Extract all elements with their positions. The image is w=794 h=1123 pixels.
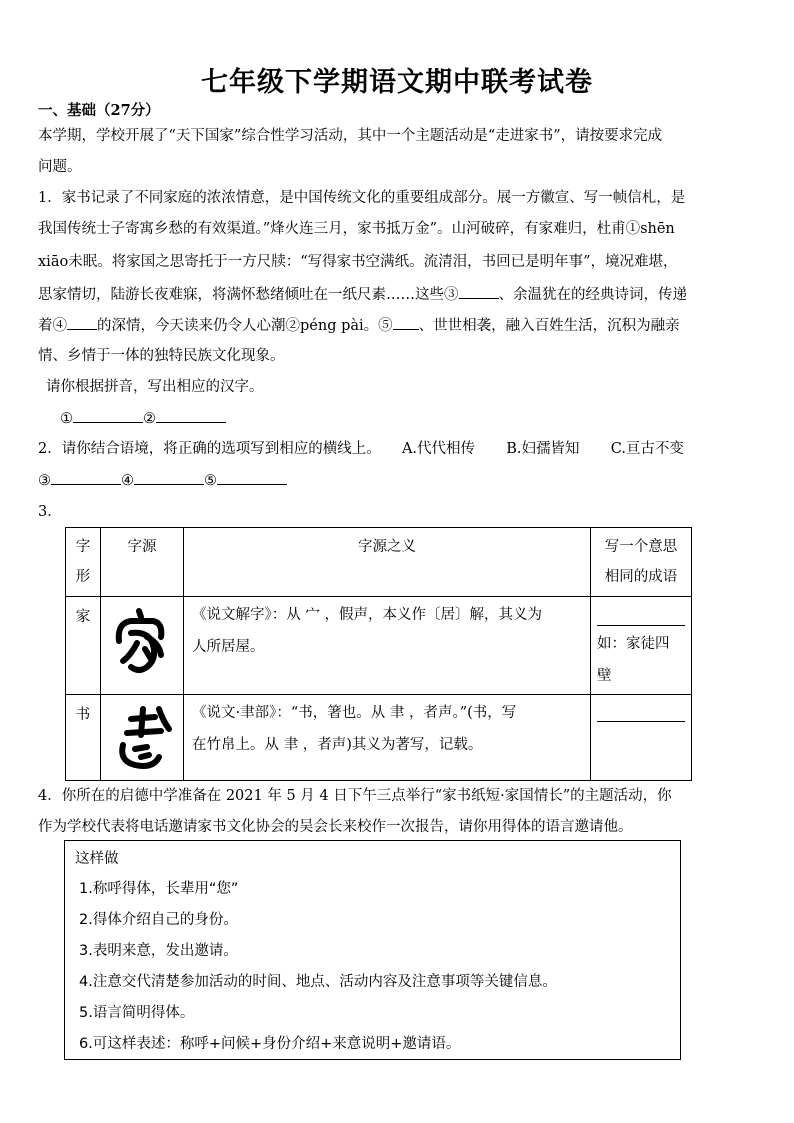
inline-blank-3[interactable]: [459, 284, 499, 299]
q1-line-4-part-b: 、余温犹在的经典诗词，传递: [498, 287, 687, 303]
header-origin-meaning: [184, 528, 591, 597]
q1-line-1: 1．家书记录了不同家庭的浓浓情意，是中国传统文化的重要组成部分。展一方徽宣、写一帧信札，是: [38, 190, 686, 206]
q2-option-b: B.妇孺皆知: [506, 441, 580, 457]
header-col1-a: 字: [75, 539, 91, 555]
q4-line-1: 4．你所在的启德中学准备在 2021 年 5 月 4 日下午三点举行“家书纸短·家国情长”的主题活动，你: [38, 788, 672, 804]
row-char-jia: 家: [75, 609, 91, 625]
inline-blank-5[interactable]: [393, 315, 419, 330]
header-origin: [101, 528, 184, 597]
row-char-shu: 书: [75, 707, 91, 723]
row-char-cell: [66, 597, 101, 695]
table-header-row: [66, 528, 692, 597]
tip-item: 2.得体介绍自己的身份。: [79, 912, 238, 928]
tip-item: 1.称呼得体，长辈用“您”: [79, 881, 239, 897]
tips-heading: 这样做: [75, 851, 119, 867]
idiom-blank-shu[interactable]: [597, 697, 685, 722]
row-idiom-cell: [591, 695, 692, 781]
idiom-example-line-2: 壁: [597, 668, 612, 684]
answer-blank-5[interactable]: [217, 470, 287, 485]
header-col3: 字源之义: [358, 539, 416, 555]
ancient-jia-glyph-icon: [101, 597, 183, 687]
inline-blank-4[interactable]: [67, 315, 97, 330]
meaning-jia-line-1: 《说文解字》：从 宀 ，假声，本义作〔居〕解，其义为: [192, 607, 542, 623]
row-glyph-cell: [101, 695, 184, 781]
intro-line-1: 本学期，学校开展了“天下国家”综合性学习活动，其中一个主题活动是“走进家书”，请按要求完成: [38, 128, 663, 144]
idiom-example-line-1: 如：家徒四: [597, 636, 670, 652]
q1-line-5-part-a: 着④: [38, 318, 67, 334]
answer-blank-1[interactable]: [73, 408, 143, 423]
row-char-cell: [66, 695, 101, 781]
meaning-shu-line-2: 在竹帛上。从 聿 ，者声)其义为著写，记载。: [192, 737, 483, 753]
tip-item: 6.可这样表述：称呼+问候+身份介绍+来意说明+邀请语。: [79, 1036, 461, 1052]
blank-1-label: ①: [60, 411, 73, 427]
tip-item: 3.表明来意，发出邀请。: [79, 943, 238, 959]
q1-line-4-part-a: 思家情切，陆游长夜难寐，将满怀愁绪倾吐在一纸尺素……这些③: [38, 287, 459, 303]
q2-answer-line: [38, 470, 763, 491]
header-col4-a: 写一个意思: [604, 539, 678, 555]
blank-4-label: ④: [121, 473, 134, 489]
answer-blank-3[interactable]: [51, 470, 121, 485]
q1-line-6: 情、乡情于一体的独特民族文化现象。: [38, 348, 285, 364]
intro-line-2: 问题。: [38, 159, 82, 175]
q1-instruction: 请你根据拼音，写出相应的汉字。: [46, 379, 264, 395]
q1-line-5: [38, 315, 763, 336]
page-title: 七年级下学期语文期中联考试卷: [201, 67, 593, 98]
q2-option-a: A.代代相传: [401, 441, 476, 457]
q2-option-c: C.亘古不变: [610, 441, 684, 457]
meaning-shu-line-1: 《说文·聿部》：“书，箸也。从 聿 ，者声。”(书，写: [192, 705, 517, 721]
q3-number: 3．: [38, 504, 62, 520]
header-col2: 字源: [127, 539, 157, 555]
blank-5-label: ⑤: [204, 473, 217, 489]
blank-3-label: ③: [38, 473, 51, 489]
tip-item: 4.注意交代清楚参加活动的时间、地点、活动内容及注意事项等关键信息。: [79, 974, 557, 990]
q1-line-4: [38, 284, 763, 305]
header-col1-b: 形: [75, 569, 91, 585]
tips-box: [64, 840, 681, 1060]
character-origin-table: [65, 527, 692, 781]
tip-item: 5.语言简明得体。: [79, 1005, 195, 1021]
q1-line-5-part-c: 、世世相袭，融入百姓生活，沉积为融亲: [418, 318, 680, 334]
ancient-shu-glyph-icon: [101, 695, 183, 779]
q4-line-2: 作为学校代表将电话邀请家书文化协会的吴会长来校作一次报告，请你用得体的语言邀请他。: [38, 819, 633, 835]
row-glyph-cell: [101, 597, 184, 695]
header-glyph-form: [66, 528, 101, 597]
header-col4-b: 相同的成语: [604, 569, 678, 585]
answer-blank-4[interactable]: [134, 470, 204, 485]
table-row: [66, 695, 692, 781]
row-meaning-cell: [184, 695, 591, 781]
blank-2-label: ②: [143, 411, 156, 427]
q1-line-2: 我国传统士子寄寓乡愁的有效渠道。”烽火连三月，家书抵万金”。山河破碎，有家难归，杜甫①shēn: [38, 221, 675, 237]
q2-prompt: 2．请你结合语境，将正确的选项写到相应的横线上。: [38, 441, 381, 457]
q1-answer-line: [60, 408, 785, 429]
answer-blank-2[interactable]: [156, 408, 226, 423]
row-idiom-cell: [591, 597, 692, 695]
header-idiom: [591, 528, 692, 597]
q1-line-5-part-b: 的深情，今天读来仍令人心潮②péng pài。⑤: [97, 318, 393, 334]
q1-line-3: xiāo未眠。将家国之思寄托于一方尺牍：“写得家书空满纸。流清泪，书回已是明年事”，境况难堪，: [38, 254, 678, 270]
q2-prompt-line: [38, 439, 763, 459]
table-row: [66, 597, 692, 695]
section-heading: 一、基础（27分）: [38, 102, 160, 119]
meaning-jia-line-2: 人所居屋。: [192, 639, 265, 655]
row-meaning-cell: [184, 597, 591, 695]
idiom-blank-jia[interactable]: [597, 599, 685, 626]
